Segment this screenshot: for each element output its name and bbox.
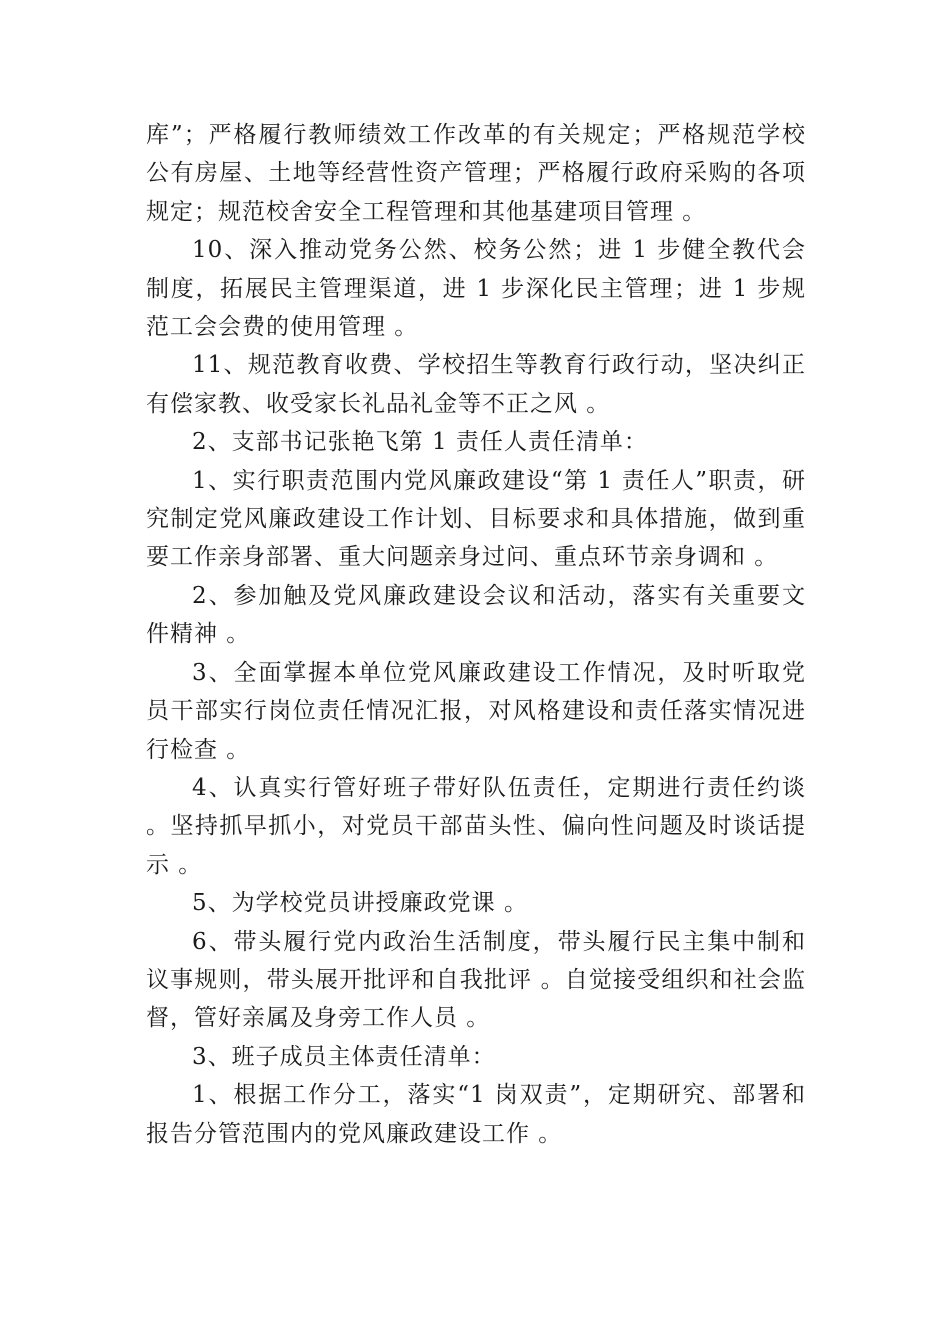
paragraph-secretary-item-1: 1、实行职责范围内党风廉政建设“第 1 责任人”职责，研究制定党风廉政建设工作计划、目标要求和具体措施，做到重要工作亲身部署、重大问题亲身过问、重点环节亲身调和 。 bbox=[146, 467, 806, 571]
section-heading-secretary: 2、支部书记张艳飞第 1 责任人责任清单： bbox=[192, 429, 648, 456]
paragraph-secretary-item-6: 6、带头履行党内政治生活制度，带头履行民主集中制和议事规则，带头展开批评和自我批评 。自觉接受组织和社会监督，管好亲属及身旁工作人员 。 bbox=[146, 928, 806, 1032]
paragraph-secretary-item-4: 4、认真实行管好班子带好队伍责任，定期进行责任约谈 。坚持抓早抓小，对党员干部苗头性、偏向性问题及时谈话提示 。 bbox=[146, 774, 806, 878]
document-body bbox=[146, 116, 806, 1153]
paragraph-team-item-1: 1、根据工作分工，落实“1 岗双责”，定期研究、部署和报告分管范围内的党风廉政建设工作 。 bbox=[146, 1082, 806, 1147]
section-heading-team-members: 3、班子成员主体责任清单： bbox=[192, 1043, 496, 1070]
paragraph-continued: 库”；严格履行教师绩效工作改革的有关规定；严格规范学校公有房屋、土地等经营性资产管理；严格履行政府采购的各项规定；规范校舍安全工程管理和其他基建项目管理 。 bbox=[146, 122, 806, 225]
paragraph-secretary-item-5: 5、为学校党员讲授廉政党课 。 bbox=[192, 890, 528, 917]
paragraph-secretary-item-3: 3、全面掌握本单位党风廉政建设工作情况，及时听取党员干部实行岗位责任情况汇报，对风格建设和责任落实情况进行检查 。 bbox=[146, 659, 806, 763]
paragraph-secretary-item-2: 2、参加触及党风廉政建设会议和活动，落实有关重要文件精神 。 bbox=[146, 582, 806, 648]
paragraph-item-10: 10、深入推动党务公然、校务公然；进 1 步健全教代会制度，拓展民主管理渠道，进 1 步深化民主管理；进 1 步规范工会会费的使用管理 。 bbox=[146, 237, 806, 341]
paragraph-item-11: 11、规范教育收费、学校招生等教育行政行动，坚决纠正有偿家教、收受家长礼品礼金等不正之风 。 bbox=[146, 352, 806, 417]
